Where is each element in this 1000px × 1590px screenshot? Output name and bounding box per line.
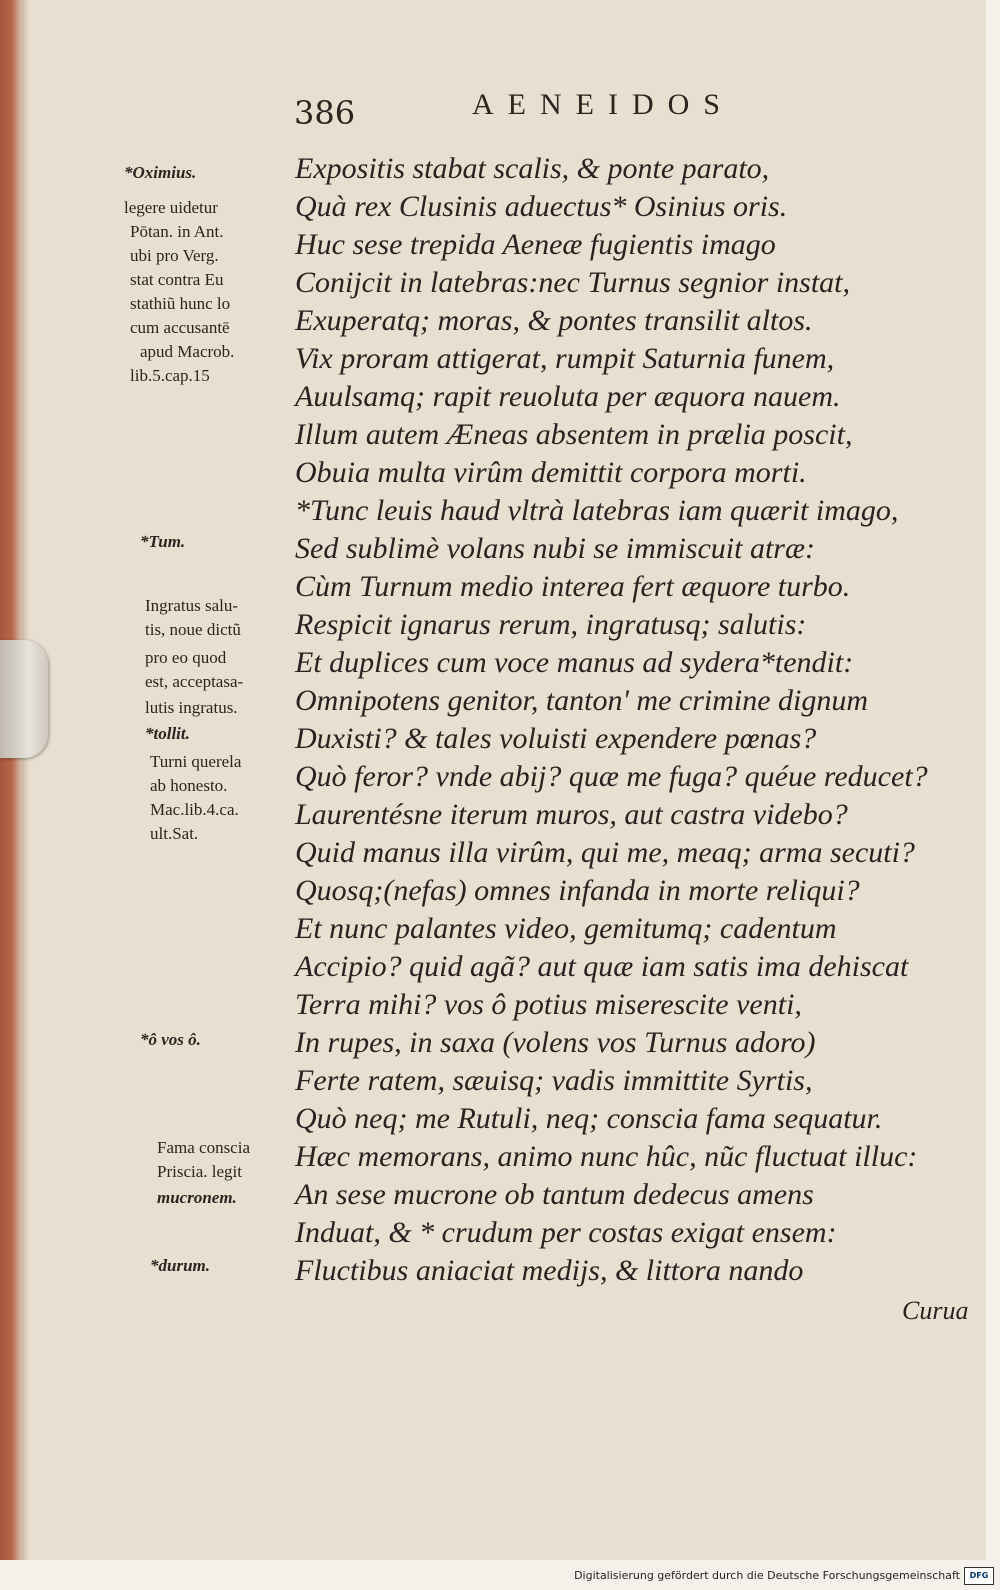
verse-line: Et nunc palantes video, gemitumq; cadentum (295, 912, 837, 945)
marginal-note: lib.5.cap.15 (130, 366, 210, 385)
marginal-note: ult.Sat. (150, 824, 199, 843)
verse-line: Conijcit in latebras:nec Turnus segnior instat, (295, 266, 851, 299)
verse-line: Cùm Turnum medio interea fert æquore turbo. (295, 570, 851, 603)
verse-line: Vix proram attigerat, rumpit Saturnia funem, (295, 342, 835, 375)
page-number: 386 (294, 94, 356, 132)
verse-line: Ferte ratem, sæuisq; vadis immittite Syrtis, (295, 1064, 813, 1097)
marginal-note: ab honesto. (150, 776, 228, 795)
verse-line: Respicit ignarus rerum, ingratusq; salutis: (295, 608, 807, 641)
marginal-note: Priscia. legit (157, 1162, 242, 1181)
verse-line: Illum autem Æneas absentem in prælia poscit, (295, 418, 853, 451)
running-title: AENEIDOS (472, 88, 734, 121)
verse-line: Omnipotens genitor, tanton' me crimine dignum (295, 684, 869, 717)
verse-line: Quò neq; me Rutuli, neq; conscia fama sequatur. (295, 1102, 883, 1135)
verse-line: Accipio? quid agã? aut quæ iam satis ima dehiscat (295, 950, 909, 983)
marginal-note: Mac.lib.4.ca. (150, 800, 239, 819)
marginal-note: ubi pro Verg. (130, 246, 219, 265)
running-head (280, 84, 820, 130)
marginal-note: stathiũ hunc lo (130, 294, 231, 313)
verse-line: Sed sublimè volans nubi se immiscuit atræ: (295, 532, 815, 565)
marginal-note: Fama conscia (157, 1138, 250, 1157)
marginal-note: *Tum. (140, 532, 186, 551)
verse-line: Auulsamq; rapit reuoluta per æquora nauem. (295, 380, 841, 413)
page-tab-marker (0, 640, 48, 758)
marginal-note: cum accusantē (130, 318, 230, 337)
verse-line: Expositis stabat scalis, & ponte parato, (295, 152, 770, 185)
verse-line: Duxisti? & tales voluisti expendere pœnas? (295, 722, 817, 755)
marginal-note: Pōtan. in Ant. (130, 222, 224, 241)
marginal-note: *durum. (150, 1256, 210, 1275)
marginal-note: lutis ingratus. (145, 698, 238, 717)
verse-line: In rupes, in saxa (volens vos Turnus adoro) (295, 1026, 816, 1059)
verse-line: Obuia multa virûm demittit corpora morti. (295, 456, 807, 489)
verse-line: Induat, & * crudum per costas exigat ensem: (295, 1216, 837, 1249)
marginal-note: Ingratus salu- (145, 596, 239, 615)
verse-line: Terra mihi? vos ô potius miserescite venti, (295, 988, 802, 1021)
marginal-note: stat contra Eu (130, 270, 224, 289)
marginal-note: *tollit. (145, 724, 190, 743)
verse-line: Quò feror? vnde abij? quæ me fuga? quéue reducet? (295, 760, 928, 793)
verse-line: Laurentésne iterum muros, aut castra videbo? (295, 798, 848, 831)
marginal-note: est, acceptasa- (145, 672, 244, 691)
marginal-note: apud Macrob. (140, 342, 235, 361)
verse-line: *Tunc leuis haud vltrà latebras iam quærit imago, (295, 494, 899, 527)
verse-line: Quosq;(nefas) omnes infanda in morte reliqui? (295, 874, 860, 907)
verse-line: An sese mucrone ob tantum dedecus amens (295, 1178, 814, 1211)
marginal-note: tis, noue dictũ (145, 620, 241, 639)
dfg-logo: DFG (964, 1567, 994, 1585)
marginal-note: *ô vos ô. (140, 1030, 201, 1049)
marginal-note: Turni querela (150, 752, 242, 771)
marginal-note: mucronem. (157, 1188, 237, 1207)
verse-line: Hæc memorans, animo nunc hûc, nũc fluctuat illuc: (295, 1140, 918, 1173)
verse-line: Exuperatq; moras, & pontes transilit altos. (295, 304, 813, 337)
verse-line: Quà rex Clusinis aduectus* Osinius oris. (295, 190, 788, 223)
digitization-credit: Digitalisierung gefördert durch die Deutsche Forschungsgemeinschaft (574, 1569, 960, 1582)
marginal-note: pro eo quod (145, 648, 227, 667)
verse-line: Et duplices cum voce manus ad sydera*tendit: (295, 646, 854, 679)
page-edge (22, 0, 30, 1560)
marginal-note: legere uidetur (124, 198, 218, 217)
verse-line: Quid manus illa virûm, qui me, meaq; arma secuti? (295, 836, 915, 869)
catchword: Curua (902, 1296, 969, 1325)
verse-line: Fluctibus aniaciat medijs, & littora nando (295, 1254, 804, 1287)
verse-line: Huc sese trepida Aeneæ fugientis imago (295, 228, 776, 261)
marginal-note: *Oximius. (124, 163, 197, 182)
